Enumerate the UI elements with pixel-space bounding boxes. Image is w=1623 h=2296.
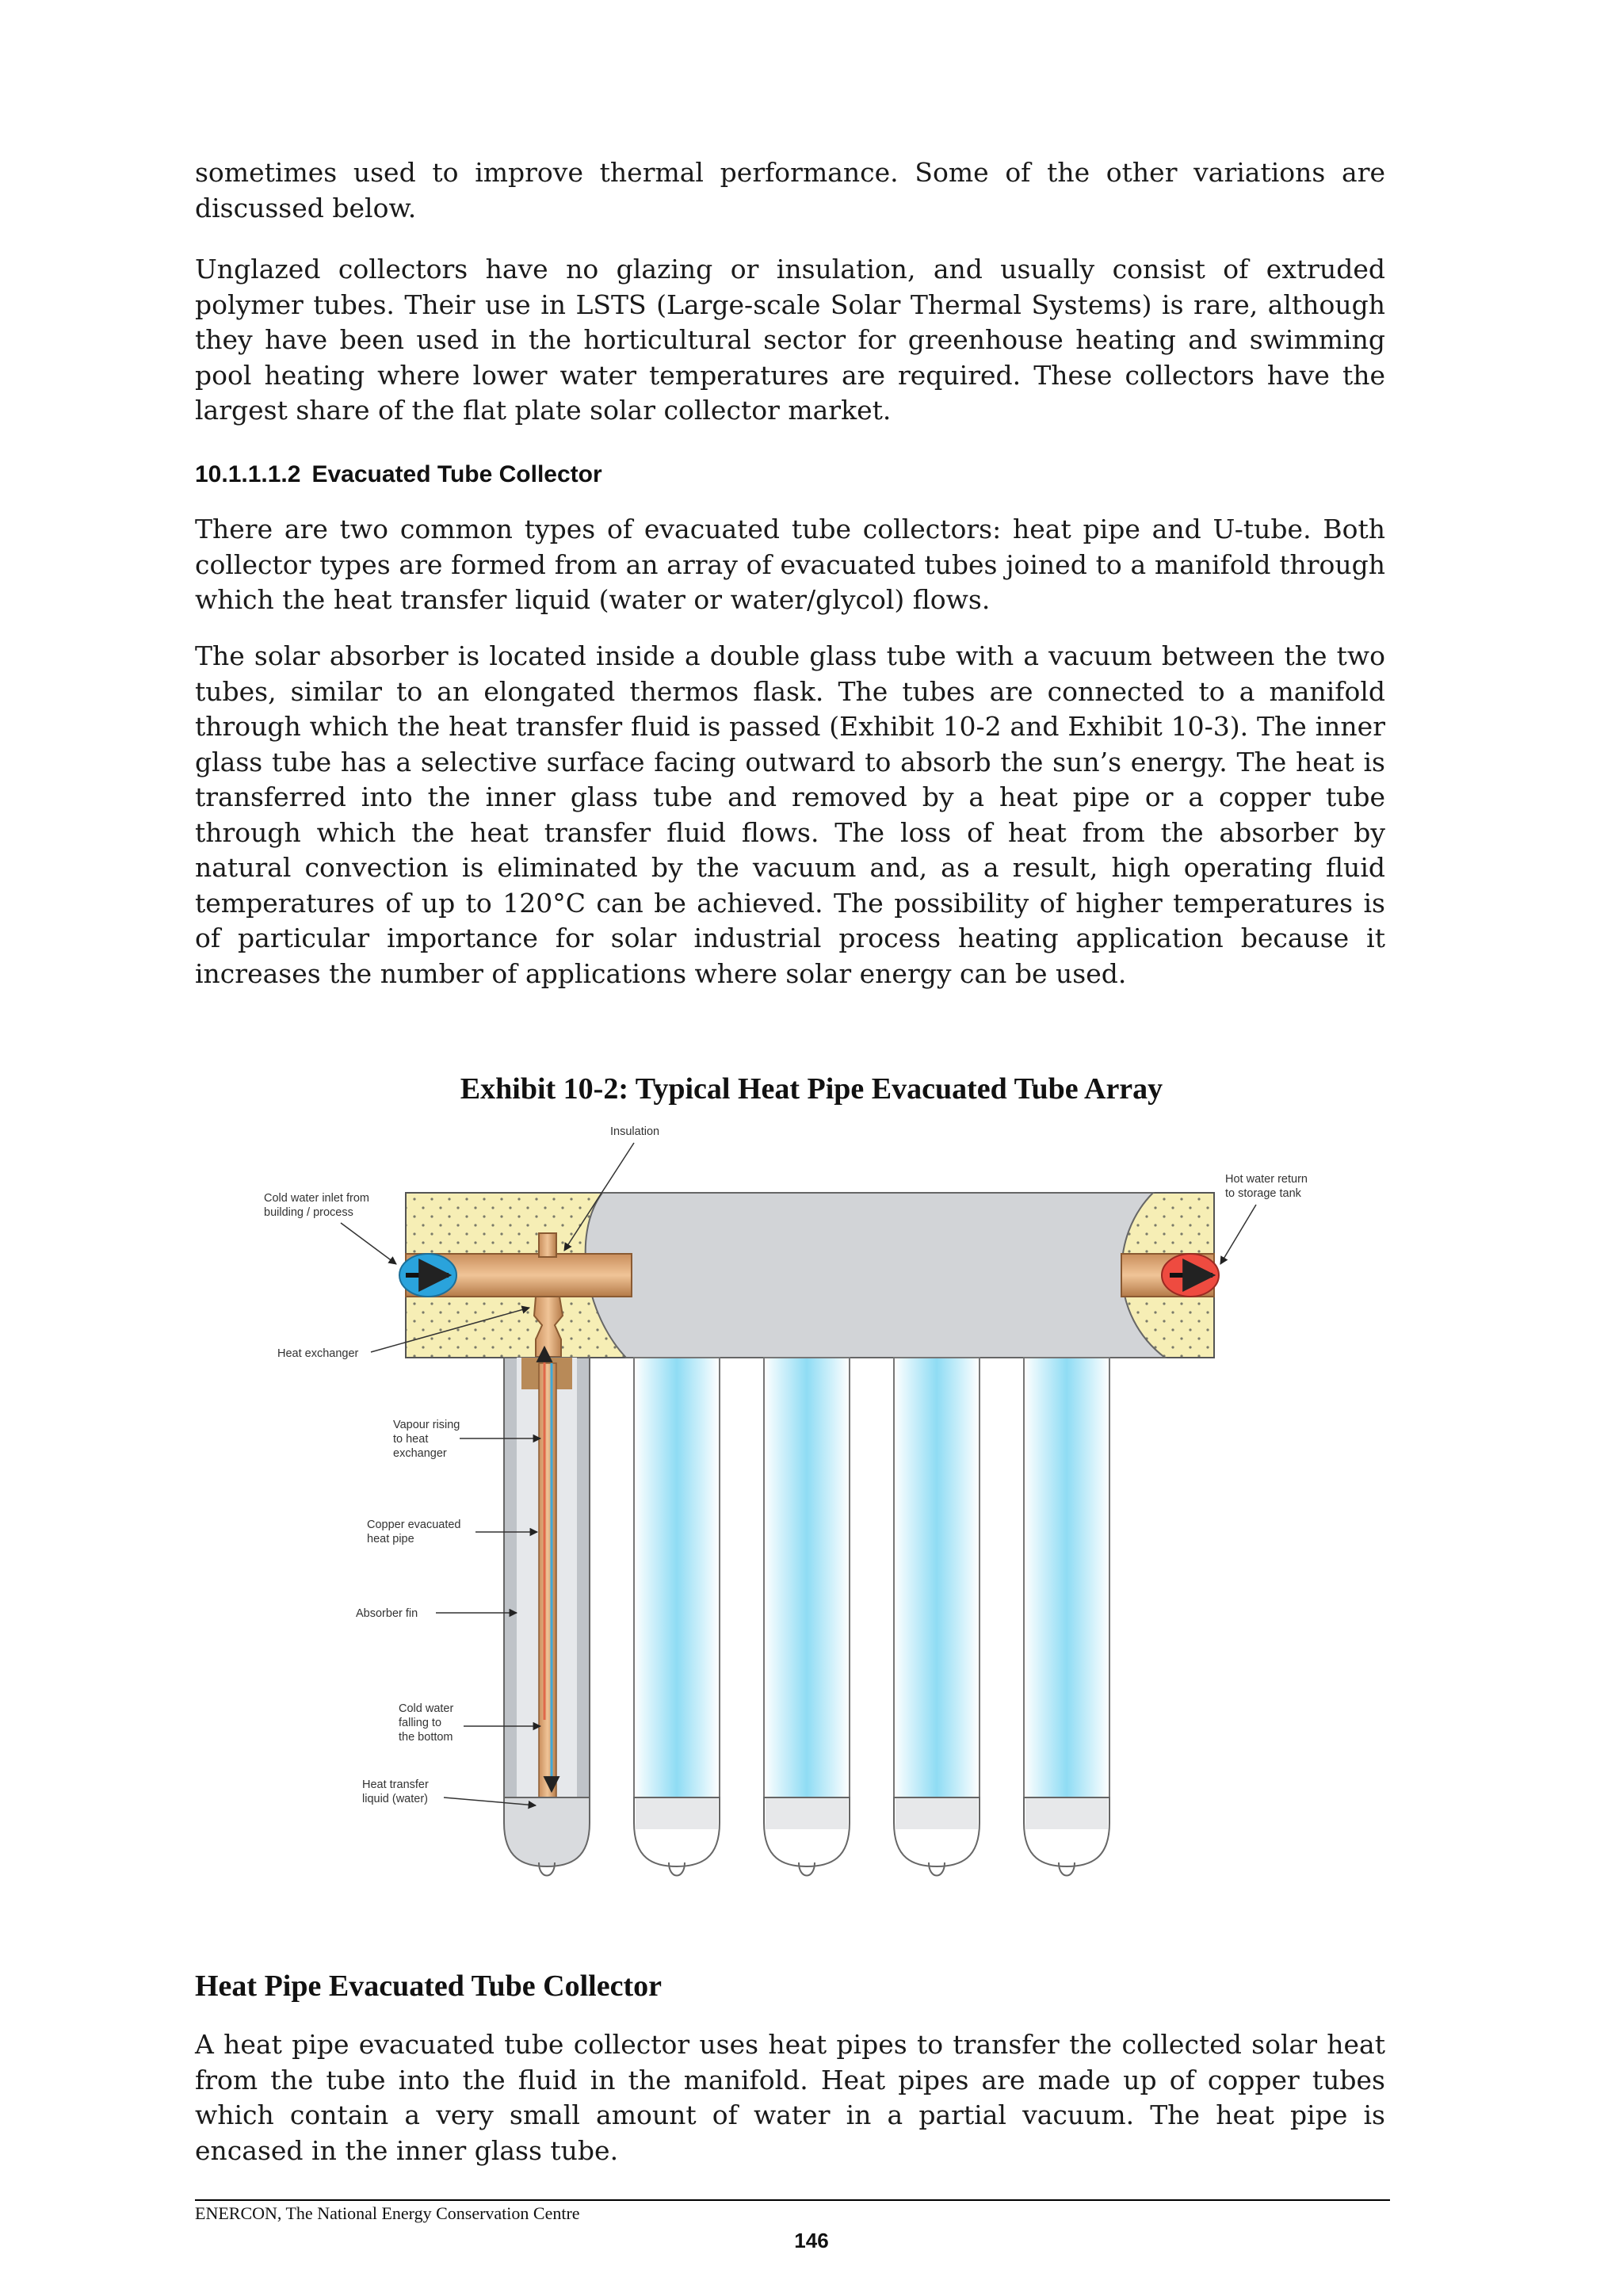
- paragraph-unglazed: Unglazed collectors have no glazing or insulation, and usually consist of extruded polymer tubes. Their use in LSTS (Large-scale Solar Thermal Systems) is rare, although they have been used in the horticultural sector for greenhouse heating and swimming pool heating where lower water temperatures are required. These collectors have the largest share of the flat plate solar collector market.: [195, 254, 1385, 426]
- footer-divider: [195, 2199, 1390, 2201]
- paragraph-intro: sometimes used to improve thermal performance. Some of the other variations are discussed below.: [195, 157, 1385, 223]
- tube-5: [1024, 1358, 1109, 1876]
- tube-2: [634, 1358, 720, 1876]
- paragraph-types: There are two common types of evacuated tube collectors: heat pipe and U-tube. Both collector types are formed from an array of evacuated tubes joined to a manifold through which the heat transfer liquid (water or water/glycol) flows.: [195, 514, 1385, 615]
- label-vapour-1: Vapour rising: [393, 1419, 460, 1431]
- exhibit-caption: Exhibit 10-2: Typical Heat Pipe Evacuated Tube Array: [460, 1072, 1163, 1106]
- label-transfer-liquid-1: Heat transfer: [362, 1778, 429, 1791]
- label-hot-return-2: to storage tank: [1225, 1187, 1301, 1200]
- label-heat-exchanger: Heat exchanger: [277, 1347, 359, 1360]
- page-number: 146: [794, 2229, 829, 2252]
- heat-pipe-diagram: [238, 1110, 1379, 1910]
- label-hot-return-1: Hot water return: [1225, 1173, 1308, 1186]
- copper-heat-pipe: [539, 1363, 556, 1823]
- section-title: Evacuated Tube Collector: [311, 461, 602, 487]
- label-cold-falling-3: the bottom: [399, 1731, 453, 1744]
- label-cold-falling-2: falling to: [399, 1717, 442, 1729]
- paragraph-heat-pipe: A heat pipe evacuated tube collector uses heat pipes to transfer the collected solar heat from the tube into the fluid in the manifold. Heat pipes are made up of copper tubes which contain a very small amount of water in a partial vacuum. The heat pipe is encased in the inner glass tube.: [195, 2029, 1385, 2166]
- section-heading: [195, 461, 602, 488]
- label-vapour-3: exchanger: [393, 1447, 447, 1460]
- label-insulation: Insulation: [610, 1125, 660, 1138]
- label-vapour-2: to heat: [393, 1433, 429, 1446]
- footer-organization: ENERCON, The National Energy Conservation Centre: [195, 2203, 580, 2223]
- paragraph-absorber: The solar absorber is located inside a double glass tube with a vacuum between the two tubes, similar to an elongated thermos flask. The tubes are connected to a manifold through which the heat transfer fluid is passed (Exhibit 10-2 and Exhibit 10-3). The inner glass tube has a selective surface facing outward to absorb the sun’s energy. The heat is transferred into the inner glass tube and removed by a heat pipe or a copper tube through which the heat transfer fluid flows. The loss of heat from the absorber by natural convection is eliminated by the vacuum and, as a result, high operating fluid temperatures of up to 120°C can be achieved. The possibility of higher temperatures is of particular importance for solar industrial process heating application because it increases the number of applications where solar energy can be used.: [195, 640, 1385, 989]
- manifold-cover: [586, 1193, 1165, 1358]
- label-copper-pipe-2: heat pipe: [367, 1533, 414, 1545]
- label-transfer-liquid-2: liquid (water): [362, 1793, 428, 1805]
- section-number: 10.1.1.1.2: [195, 461, 301, 487]
- label-absorber-fin: Absorber fin: [356, 1607, 418, 1620]
- subsection-heading: Heat Pipe Evacuated Tube Collector: [195, 1969, 662, 2003]
- label-cold-inlet-2: building / process: [264, 1206, 353, 1219]
- label-cold-inlet-1: Cold water inlet from: [264, 1192, 369, 1205]
- tube-4: [894, 1358, 980, 1876]
- tube-3: [764, 1358, 850, 1876]
- label-copper-pipe-1: Copper evacuated: [367, 1519, 461, 1531]
- label-cold-falling-1: Cold water: [399, 1702, 454, 1715]
